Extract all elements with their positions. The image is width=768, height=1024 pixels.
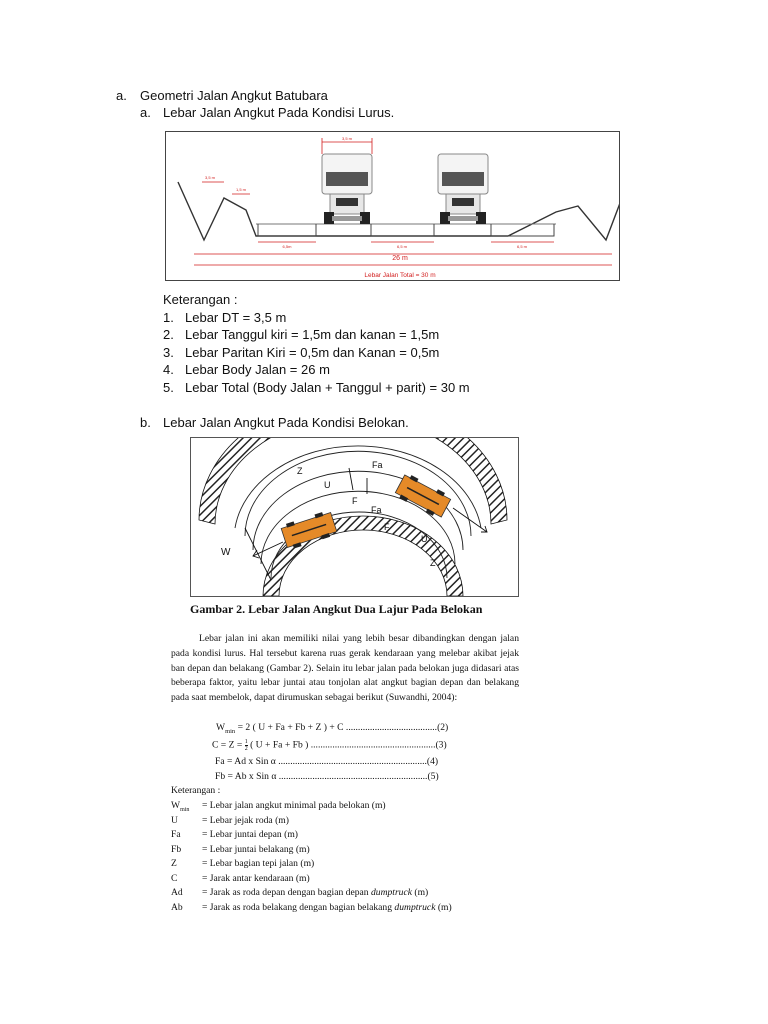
keterangan-item-text: Lebar Body Jalan = 26 m xyxy=(185,362,330,377)
w-label: W xyxy=(221,547,231,558)
def-row xyxy=(171,873,531,887)
def-symbol-sub: min xyxy=(180,806,190,813)
section-title: Geometri Jalan Angkut Batubara xyxy=(140,88,328,103)
eq2-lhs: W xyxy=(216,722,226,733)
dump-truck-right-icon xyxy=(438,154,488,224)
def-symbol: Fa xyxy=(171,829,181,840)
def-text: = Lebar bagian tepi jalan (m) xyxy=(202,858,315,869)
road-cross-section-diagram xyxy=(166,132,619,280)
eq3-rhs: ( U + Fa + Fb ) ....................................................(3) xyxy=(250,739,447,751)
eq3-frac-num: 1 xyxy=(244,739,248,745)
def-symbol: C xyxy=(171,873,178,884)
keterangan-item-num: 4. xyxy=(163,362,174,377)
keterangan-item-num: 5. xyxy=(163,380,174,395)
lane-curve-1 xyxy=(235,446,481,528)
eq3-lhs: C = Z = xyxy=(212,739,243,751)
def-text: = Jarak as roda depan dengan bagian depan xyxy=(202,887,371,898)
lane-left-label: 6,5m xyxy=(282,244,292,249)
eq3-fraction xyxy=(245,739,248,752)
dump-truck-left-icon xyxy=(322,154,372,224)
z-top-label: Z xyxy=(297,466,303,476)
keterangan-item-text: Lebar Total (Body Jalan + Tanggul + parit) = 30 m xyxy=(185,380,470,395)
keterangan-item-text: Lebar DT = 3,5 m xyxy=(185,310,287,325)
total-width-label: Lebar Jalan Total = 30 m xyxy=(364,272,436,279)
def-text: = Lebar jejak roda (m) xyxy=(202,815,289,826)
def-text: = Lebar jalan angkut minimal pada belokan (m) xyxy=(202,800,386,811)
equation-4: Fa = Ad x Sin α ..............................................................(4) xyxy=(215,756,439,767)
fa-mid-label: Fa xyxy=(371,505,382,515)
keterangan-item-text: Lebar Paritan Kiri = 0,5m dan Kanan = 0,5m xyxy=(185,345,440,360)
def-unit: (m) xyxy=(412,887,429,898)
figure-caption: Gambar 2. Lebar Jalan Angkut Dua Lajur Pada Belokan xyxy=(190,602,483,616)
lane-right-label: 6,5 m xyxy=(516,244,528,249)
body-width-label: 26 m xyxy=(392,255,408,262)
u-top-label: U xyxy=(324,480,331,490)
def-symbol: Z xyxy=(171,858,177,869)
body-paragraph: Lebar jalan ini akan memiliki nilai yang lebih besar dibandingkan dengan jalan pada kondisi lurus. Hal tersebut karena ruas gerak kendaraan yang melebar akibat jejak ban depan dan belakang (Gambar 2). Selain itu lebar jalan pada belokan juga didasari atas beberapa faktor, yaitu lebar juntai atau tonjolan alat angkut bagian depan dan belakang pada saat membelok, dapat dirumuskan sebagai berikut (Suwandhi, 2004): xyxy=(171,633,519,704)
subsection-a-marker: a. xyxy=(140,105,151,120)
truck-upper-icon xyxy=(394,472,452,519)
def-row-ad xyxy=(171,887,531,901)
def-symbol: Fb xyxy=(171,844,182,855)
def-italic: dumptruck xyxy=(394,902,436,913)
tanggul-label: 1,5 m xyxy=(235,187,247,192)
equation-2 xyxy=(216,722,448,735)
def-symbol: W xyxy=(171,800,181,811)
lane-mid-label: 6,5 m xyxy=(396,244,408,249)
def-italic: dumptruck xyxy=(370,887,412,898)
def-symbol: U xyxy=(171,815,178,826)
eq2-subscript: min xyxy=(225,727,236,735)
keterangan2-heading: Keterangan : xyxy=(171,785,221,796)
equation-5: Fb = Ab x Sin α ..............................................................(5) xyxy=(215,771,439,782)
keterangan-item-num: 3. xyxy=(163,345,174,360)
dt-label: 3,5 m xyxy=(204,175,216,180)
truck-width-label: 3,5 m xyxy=(341,136,353,141)
equation-3 xyxy=(212,739,447,752)
eq2-rhs: = 2 ( U + Fa + Fb + Z ) + C ......................................(2) xyxy=(237,722,449,733)
straight-road-figure xyxy=(165,131,620,281)
subsection-b-marker: b. xyxy=(140,415,151,430)
def-unit: (m) xyxy=(435,902,452,913)
def-row xyxy=(171,829,531,843)
def-symbol: Ab xyxy=(171,902,183,913)
section-marker: a. xyxy=(116,88,127,103)
def-row xyxy=(171,815,531,829)
fa-top-label: Fa xyxy=(372,460,383,470)
curved-road-figure xyxy=(190,437,519,597)
def-text: = Lebar juntai depan (m) xyxy=(202,829,298,840)
keterangan-item-text: Lebar Tanggul kiri = 1,5m dan kanan = 1,5m xyxy=(185,327,440,342)
subsection-a-title: Lebar Jalan Angkut Pada Kondisi Lurus. xyxy=(163,105,395,120)
def-text: = Jarak antar kendaraan (m) xyxy=(202,873,310,884)
f-mid-label: F xyxy=(384,522,390,532)
eq3-frac-den: 2 xyxy=(244,746,248,752)
def-symbol: Ad xyxy=(171,887,183,898)
f-top-label: F xyxy=(352,496,358,506)
def-text: = Jarak as roda belakang dengan bagian belakang xyxy=(202,902,395,913)
def-text: = Lebar juntai belakang (m) xyxy=(202,844,310,855)
lane-depression-3 xyxy=(491,224,554,236)
def-row-wmin xyxy=(171,800,531,814)
keterangan-heading: Keterangan : xyxy=(163,292,238,307)
lane-depression-2 xyxy=(371,224,434,236)
lane-depression-1 xyxy=(258,224,316,236)
z-bottom-label: Z xyxy=(430,558,436,568)
def-row xyxy=(171,844,531,858)
def-row xyxy=(171,858,531,872)
def-row-ab xyxy=(171,902,531,916)
curved-road-diagram xyxy=(191,438,518,596)
keterangan-item-num: 1. xyxy=(163,310,174,325)
keterangan-item-num: 2. xyxy=(163,327,174,342)
u-bottom-label: U xyxy=(421,534,428,544)
subsection-b-title: Lebar Jalan Angkut Pada Kondisi Belokan. xyxy=(163,415,409,430)
